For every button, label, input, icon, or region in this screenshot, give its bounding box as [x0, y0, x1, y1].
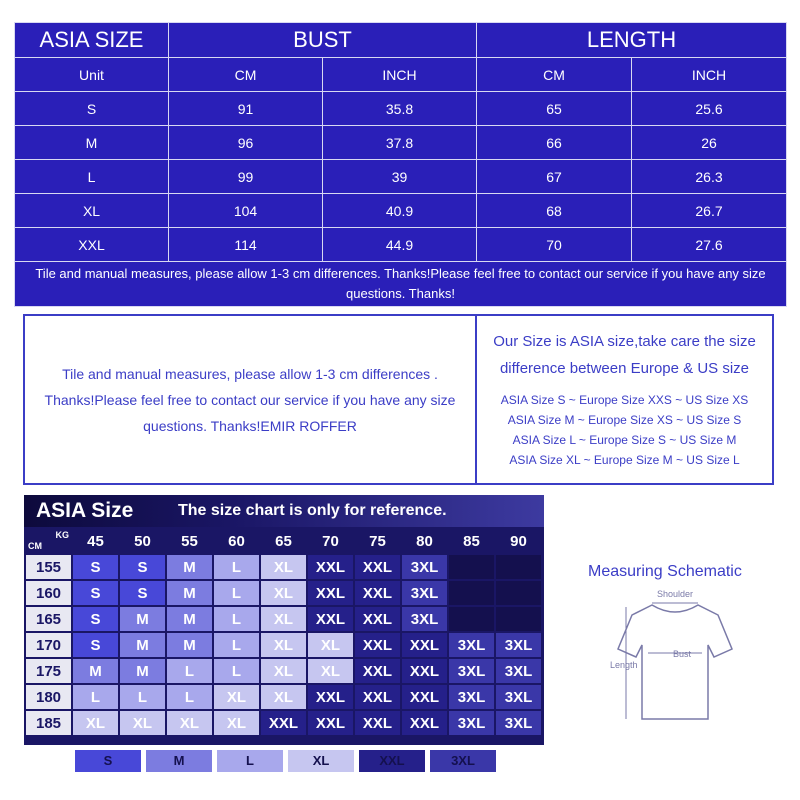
- size-cell: 3XL: [449, 633, 494, 657]
- conversion-item: ASIA Size L ~ Europe Size S ~ US Size M: [512, 433, 737, 447]
- size-cell: XXL: [308, 555, 353, 579]
- bust-label: Bust: [672, 649, 692, 659]
- notice-box: [23, 314, 774, 485]
- size-cell: M: [15, 126, 169, 160]
- table-row: [26, 607, 541, 631]
- size-cell: 3XL: [449, 685, 494, 709]
- length-cm-cell: 67: [477, 160, 632, 194]
- subheader-unit: Unit: [15, 58, 169, 92]
- height-header: 175: [26, 659, 71, 683]
- size-cell: XXL: [402, 659, 447, 683]
- conversion-item: ASIA Size S ~ Europe Size XXS ~ US Size XS: [500, 393, 749, 407]
- length-inch-cell: 26.3: [632, 160, 787, 194]
- size-cell: S: [73, 633, 118, 657]
- size-cell: XL: [261, 633, 306, 657]
- height-header: 160: [26, 581, 71, 605]
- size-chart: [24, 495, 544, 745]
- size-cell: L: [214, 607, 259, 631]
- size-conversion-list: [477, 382, 772, 470]
- size-cell: XXL: [355, 607, 400, 631]
- size-cell: M: [167, 581, 212, 605]
- header-bust: BUST: [169, 23, 477, 58]
- table-row: [26, 633, 541, 657]
- size-cell: XXL: [402, 633, 447, 657]
- size-cell: XXL: [355, 581, 400, 605]
- size-cell: 3XL: [496, 633, 541, 657]
- size-table: [14, 22, 787, 307]
- size-cell: 3XL: [496, 685, 541, 709]
- size-cell: XXL: [402, 685, 447, 709]
- bust-cm-cell: 104: [169, 194, 323, 228]
- size-cell: XL: [261, 685, 306, 709]
- size-cell: L: [167, 685, 212, 709]
- notice-left: [25, 316, 475, 483]
- legend-item: XL: [288, 750, 354, 772]
- corner-kg-label: KG: [55, 530, 69, 540]
- size-warning-line-1: Our Size is ASIA size,take care the size: [493, 333, 756, 350]
- size-cell: XL: [214, 711, 259, 735]
- weight-header: 90: [496, 529, 541, 553]
- size-cell: L: [214, 633, 259, 657]
- size-chart-subtitle: The size chart is only for reference.: [178, 502, 447, 519]
- size-cell: XL: [308, 659, 353, 683]
- height-header: 155: [26, 555, 71, 579]
- bust-cm-cell: 91: [169, 92, 323, 126]
- size-cell: M: [73, 659, 118, 683]
- shoulder-label: Shoulder: [656, 589, 694, 599]
- size-cell: XL: [261, 659, 306, 683]
- size-cell: XXL: [15, 228, 169, 262]
- size-cell: S: [73, 581, 118, 605]
- bust-cm-cell: 99: [169, 160, 323, 194]
- size-chart-title: ASIA Size: [36, 499, 134, 522]
- size-cell: XXL: [308, 711, 353, 735]
- size-cell: XXL: [355, 685, 400, 709]
- table-row: [26, 581, 541, 605]
- size-cell: L: [214, 659, 259, 683]
- schematic-title: Measuring Schematic: [588, 563, 742, 580]
- bust-inch-cell: 40.9: [323, 194, 477, 228]
- legend-item: XXL: [359, 750, 425, 772]
- size-cell: L: [15, 160, 169, 194]
- length-cm-cell: 66: [477, 126, 632, 160]
- subheader-length-inch: INCH: [632, 58, 787, 92]
- size-warning-heading: [477, 316, 772, 382]
- size-cell: XXL: [308, 581, 353, 605]
- size-cell: XL: [261, 555, 306, 579]
- length-inch-cell: 26: [632, 126, 787, 160]
- size-cell: L: [167, 659, 212, 683]
- size-cell: 3XL: [402, 607, 447, 631]
- size-cell: XL: [15, 194, 169, 228]
- height-header: 180: [26, 685, 71, 709]
- size-cell: L: [73, 685, 118, 709]
- size-warning-line-2: difference between Europe & US size: [499, 360, 750, 377]
- size-cell: [449, 607, 494, 631]
- size-cell: 3XL: [449, 711, 494, 735]
- length-cm-cell: 70: [477, 228, 632, 262]
- size-cell: S: [73, 555, 118, 579]
- size-cell: M: [120, 607, 165, 631]
- corner-cm-label: CM: [28, 541, 42, 551]
- legend-item: 3XL: [430, 750, 496, 772]
- table-row: [15, 194, 787, 228]
- subheader-length-cm: CM: [477, 58, 632, 92]
- subheader-bust-cm: CM: [169, 58, 323, 92]
- weight-header: 85: [449, 529, 494, 553]
- size-cell: [496, 581, 541, 605]
- legend-item: M: [146, 750, 212, 772]
- conversion-item: ASIA Size M ~ Europe Size XS ~ US Size S: [507, 413, 742, 427]
- weight-header: 75: [355, 529, 400, 553]
- size-cell: S: [73, 607, 118, 631]
- size-cell: XXL: [355, 555, 400, 579]
- weight-header: 55: [167, 529, 212, 553]
- size-cell: XXL: [355, 633, 400, 657]
- height-header: 165: [26, 607, 71, 631]
- height-header: 185: [26, 711, 71, 735]
- size-chart-grid: [24, 527, 543, 737]
- weight-header: 80: [402, 529, 447, 553]
- table-row: [26, 555, 541, 579]
- table-row: [15, 92, 787, 126]
- size-cell: XXL: [261, 711, 306, 735]
- table-row: [26, 711, 541, 735]
- table-row: [26, 659, 541, 683]
- length-inch-cell: 26.7: [632, 194, 787, 228]
- size-cell: 3XL: [449, 659, 494, 683]
- bust-inch-cell: 44.9: [323, 228, 477, 262]
- length-inch-cell: 25.6: [632, 92, 787, 126]
- size-cell: [449, 581, 494, 605]
- size-cell: M: [167, 633, 212, 657]
- t-shirt-icon: [600, 585, 750, 730]
- size-cell: S: [120, 581, 165, 605]
- size-cell: XL: [120, 711, 165, 735]
- size-cell: S: [15, 92, 169, 126]
- size-cell: [449, 555, 494, 579]
- weight-header: 60: [214, 529, 259, 553]
- length-inch-cell: 27.6: [632, 228, 787, 262]
- size-cell: M: [120, 633, 165, 657]
- size-cell: XL: [214, 685, 259, 709]
- weight-header: 70: [308, 529, 353, 553]
- bust-inch-cell: 37.8: [323, 126, 477, 160]
- bust-cm-cell: 114: [169, 228, 323, 262]
- length-cm-cell: 68: [477, 194, 632, 228]
- size-cell: 3XL: [496, 659, 541, 683]
- bust-inch-cell: 39: [323, 160, 477, 194]
- size-cell: M: [167, 555, 212, 579]
- size-cell: XXL: [402, 711, 447, 735]
- conversion-item: ASIA Size XL ~ Europe Size M ~ US Size L: [509, 453, 740, 467]
- header-asia-size: ASIA SIZE: [15, 23, 169, 58]
- bust-cm-cell: 96: [169, 126, 323, 160]
- size-cell: XL: [261, 581, 306, 605]
- size-cell: L: [214, 555, 259, 579]
- size-cell: XL: [308, 633, 353, 657]
- legend-item: S: [75, 750, 141, 772]
- size-cell: M: [120, 659, 165, 683]
- table-row: [15, 160, 787, 194]
- size-cell: L: [214, 581, 259, 605]
- notice-text: Tile and manual measures, please allow 1-3 cm differences . Thanks!Please feel free to contact our service if you have any size questions. Thanks!EMIR ROFFER: [44, 365, 456, 434]
- legend-item: L: [217, 750, 283, 772]
- size-cell: XL: [261, 607, 306, 631]
- weight-header: 45: [73, 529, 118, 553]
- weight-header: 65: [261, 529, 306, 553]
- height-header: 170: [26, 633, 71, 657]
- bust-inch-cell: 35.8: [323, 92, 477, 126]
- size-cell: 3XL: [402, 555, 447, 579]
- size-cell: 3XL: [402, 581, 447, 605]
- size-cell: XL: [167, 711, 212, 735]
- size-cell: XL: [73, 711, 118, 735]
- size-cell: S: [120, 555, 165, 579]
- size-chart-title-bar: [24, 495, 544, 527]
- weight-header: 50: [120, 529, 165, 553]
- header-length: LENGTH: [477, 23, 787, 58]
- length-label: Length: [610, 660, 638, 670]
- table-note: Tile and manual measures, please allow 1-3 cm differences. Thanks!Please feel free to contact our service if you have any size questions. Thanks!: [15, 262, 787, 307]
- size-cell: XXL: [355, 711, 400, 735]
- size-cell: 3XL: [496, 711, 541, 735]
- size-cell: XXL: [308, 607, 353, 631]
- table-row: [15, 126, 787, 160]
- notice-right: [477, 316, 772, 483]
- size-cell: L: [120, 685, 165, 709]
- size-cell: XXL: [355, 659, 400, 683]
- size-cell: [496, 607, 541, 631]
- size-cell: M: [167, 607, 212, 631]
- subheader-bust-inch: INCH: [323, 58, 477, 92]
- size-cell: XXL: [308, 685, 353, 709]
- length-cm-cell: 65: [477, 92, 632, 126]
- table-row: [15, 228, 787, 262]
- table-row: [26, 685, 541, 709]
- grid-corner: [26, 529, 71, 553]
- size-cell: [496, 555, 541, 579]
